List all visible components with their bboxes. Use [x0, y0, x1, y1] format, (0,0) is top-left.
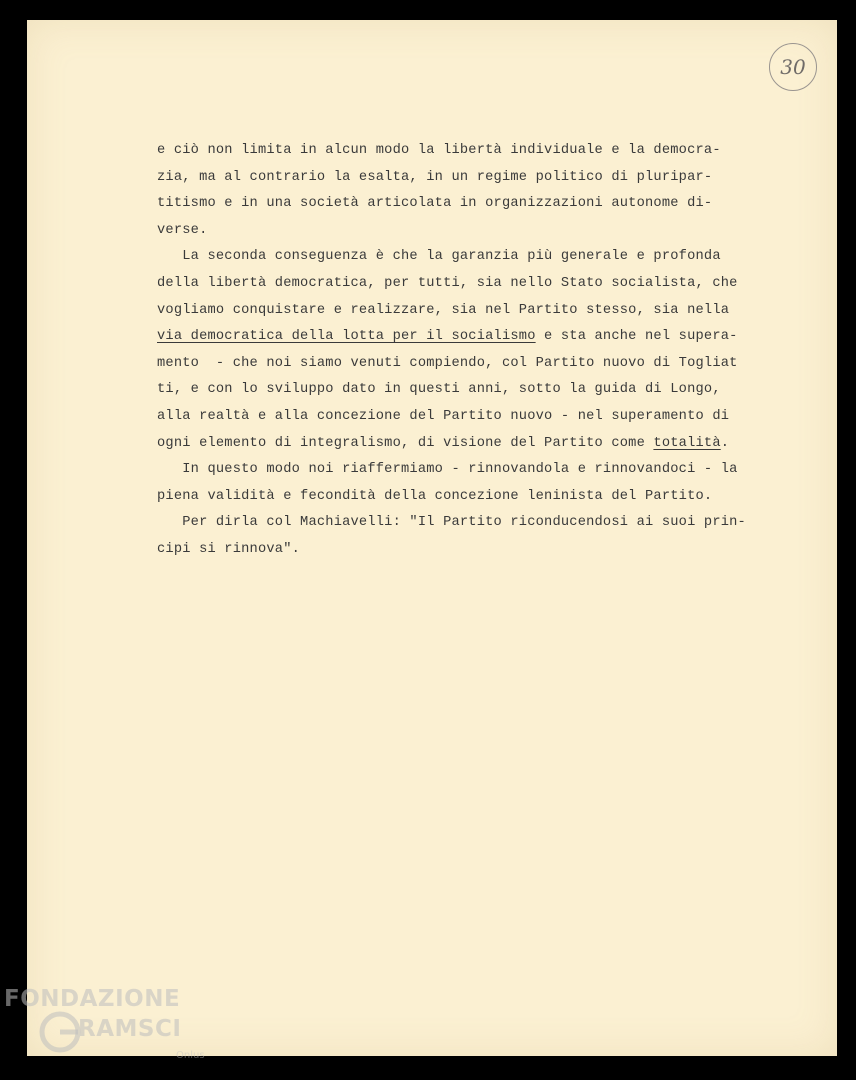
- line-text: titismo e in una società articolata in organizzazioni autonome di-: [157, 196, 713, 212]
- text-line: [157, 324, 827, 351]
- line-text: e ciò non limita in alcun modo la libertà individuale e la democra-: [157, 143, 721, 158]
- line-text: della libertà democratica, per tutti, sia nello Stato socialista, che: [157, 275, 738, 291]
- text-line: [157, 165, 827, 192]
- text-line: [157, 457, 827, 484]
- text-line: [157, 431, 827, 458]
- line-text-end: .: [720, 435, 730, 451]
- text-line: [157, 537, 827, 564]
- line-text: alla realtà e alla concezione del Partito nuovo - nel superamento di: [157, 408, 730, 424]
- watermark-line-1: FONDAZIONE: [4, 986, 181, 1012]
- line-text: ogni elemento di integralismo, di visione del Partito come: [157, 435, 654, 451]
- line-text: cipi si rinnova".: [157, 541, 301, 557]
- underlined-phrase: via democratica della lotta per il socialismo: [157, 329, 536, 345]
- line-text: zia, ma al contrario la esalta, in un regime politico di pluripar-: [157, 169, 713, 185]
- text-line: [157, 404, 827, 431]
- line-text: vogliamo conquistare e realizzare, sia nel Partito stesso, sia nella: [157, 302, 730, 318]
- text-line: [157, 351, 827, 378]
- line-text: In questo modo noi riaffermiamo - rinnovandola e rinnovandoci - la: [157, 462, 738, 478]
- text-line: [157, 244, 827, 271]
- line-text: mento - che noi siamo venuti compiendo, col Partito nuovo di Togliat: [157, 355, 738, 371]
- text-line: [157, 510, 827, 537]
- text-line: [157, 138, 827, 165]
- line-text: verse.: [157, 222, 208, 238]
- text-line: [157, 484, 827, 511]
- watermark-line-3: Onlus: [176, 1050, 205, 1061]
- watermark-line-2: RAMSCI: [78, 1016, 182, 1042]
- line-text: piena validità e fecondità della concezione leninista del Partito.: [157, 488, 713, 504]
- line-text: Per dirla col Machiavelli: "Il Partito riconducendosi ai suoi prin-: [157, 515, 746, 531]
- document-page: [27, 20, 837, 1056]
- line-text: e sta anche nel supera-: [535, 329, 738, 345]
- text-line: [157, 271, 827, 298]
- text-line: [157, 298, 827, 325]
- text-line: [157, 218, 827, 245]
- typed-text-body: [157, 138, 827, 564]
- underlined-word: totalità: [653, 435, 721, 451]
- text-line: [157, 377, 827, 404]
- text-line: [157, 191, 827, 218]
- line-text: La seconda conseguenza è che la garanzia più generale e profonda: [157, 249, 721, 265]
- line-text: ti, e con lo sviluppo dato in questi anni, sotto la guida di Longo,: [157, 382, 721, 398]
- page-number-stamp: 30: [769, 43, 817, 91]
